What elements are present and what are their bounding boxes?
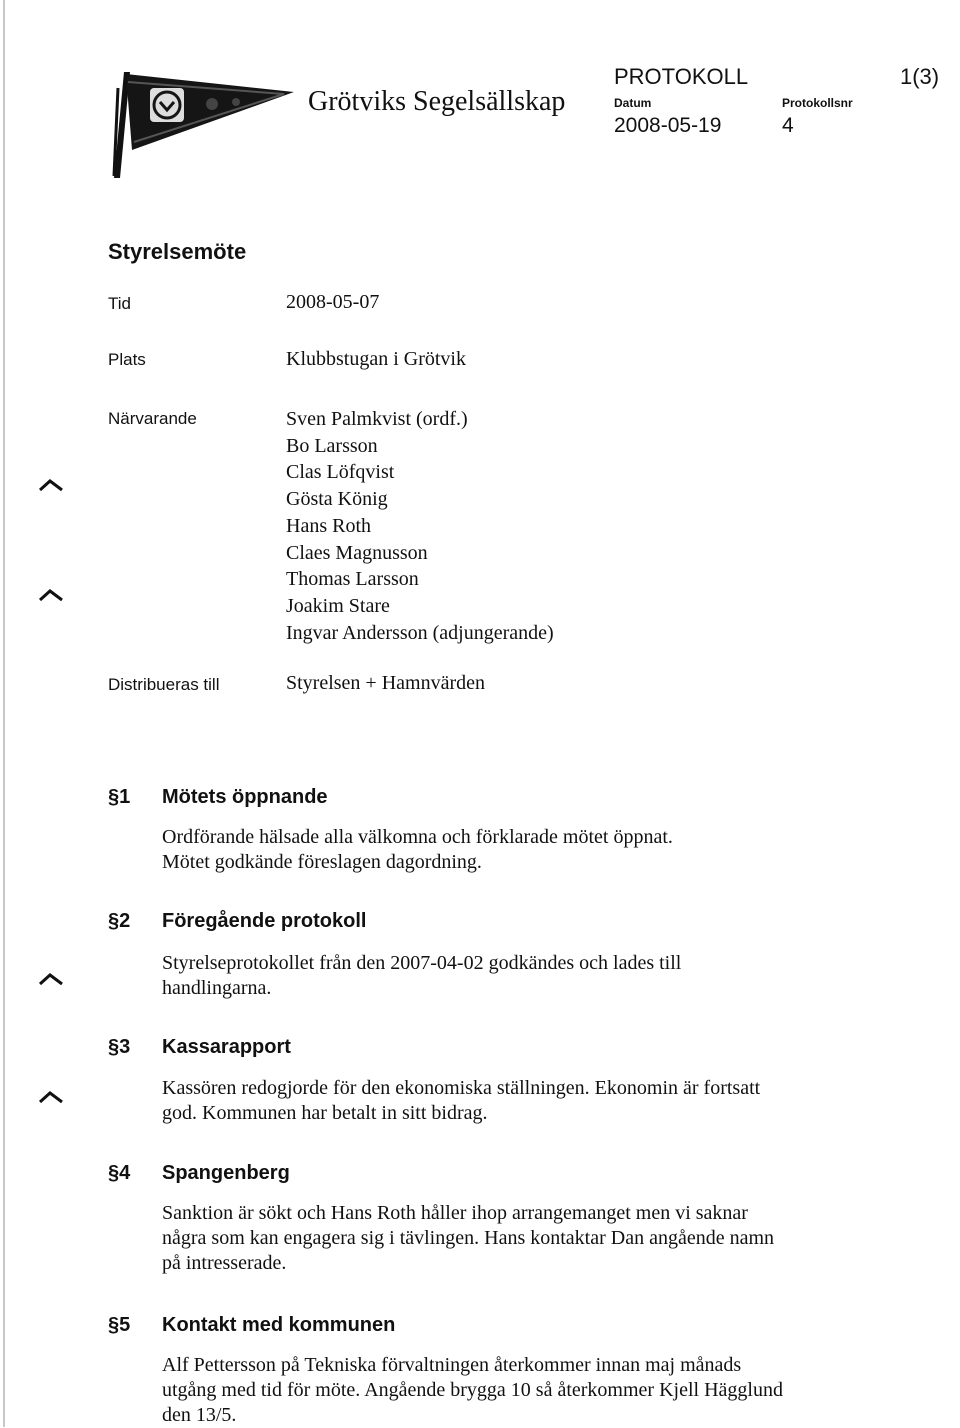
distribution-list: Styrelsen + Hamnvärden bbox=[286, 672, 486, 694]
section-line: den 13/5. bbox=[162, 1404, 237, 1426]
section-line: utgång med tid för möte. Angående brygga 10 så återkommer Kjell Hägglund bbox=[162, 1379, 783, 1401]
document-type: PROTOKOLL bbox=[614, 64, 749, 89]
caret-mark-icon bbox=[38, 588, 64, 602]
club-name: Grötviks Segelsällskap bbox=[308, 86, 566, 117]
page-number: 1(3) bbox=[900, 64, 940, 89]
section-line: handlingarna. bbox=[162, 977, 272, 999]
section-title: Föregående protokoll bbox=[162, 910, 367, 932]
protocol-number-label: Protokollsnr bbox=[782, 96, 853, 110]
section-line: Alf Pettersson på Tekniska förvaltningen återkommer innan maj månads bbox=[162, 1354, 742, 1376]
document-date: 2008-05-19 bbox=[614, 114, 722, 137]
attendee-list bbox=[286, 406, 554, 646]
section-body bbox=[162, 1201, 882, 1276]
section-title: Spangenberg bbox=[162, 1162, 290, 1184]
section-number: §4 bbox=[108, 1162, 131, 1184]
section-line: Sanktion är sökt och Hans Roth håller ihop arrangemanget men vi saknar bbox=[162, 1202, 748, 1224]
distribution-label: Distribueras till bbox=[108, 675, 220, 694]
section-number: §5 bbox=[108, 1314, 131, 1336]
attendee: Ingvar Andersson (adjungerande) bbox=[286, 621, 554, 644]
present-label: Närvarande bbox=[108, 409, 197, 428]
section-title: Kontakt med kommunen bbox=[162, 1314, 396, 1336]
section-line: Ordförande hälsade alla välkomna och förklarade mötet öppnat. bbox=[162, 826, 673, 848]
section-line: Kassören redogjorde för den ekonomiska ställningen. Ekonomin är fortsatt bbox=[162, 1077, 761, 1099]
club-pennant-logo bbox=[108, 58, 298, 180]
time-label: Tid bbox=[108, 294, 131, 313]
pennant-flag-icon bbox=[108, 58, 298, 180]
section-line: Mötet godkände föreslagen dagordning. bbox=[162, 851, 482, 873]
section-number: §2 bbox=[108, 910, 131, 932]
document-title: Styrelsemöte bbox=[108, 239, 247, 264]
attendee: Thomas Larsson bbox=[286, 568, 419, 591]
section-body bbox=[162, 951, 882, 1001]
caret-mark-icon bbox=[38, 478, 64, 492]
section-line: god. Kommunen har betalt in sitt bidrag. bbox=[162, 1102, 488, 1124]
section-line: några som kan engagera sig i tävlingen. Hans kontaktar Dan angående namn bbox=[162, 1227, 775, 1249]
attendee: Sven Palmkvist (ordf.) bbox=[286, 408, 468, 430]
attendee: Claes Magnusson bbox=[286, 541, 428, 564]
meeting-place: Klubbstugan i Grötvik bbox=[286, 348, 466, 370]
attendee: Clas Löfqvist bbox=[286, 461, 395, 484]
section-body bbox=[162, 825, 882, 875]
section-number: §3 bbox=[108, 1036, 131, 1058]
protocol-number: 4 bbox=[782, 114, 794, 137]
attendee: Hans Roth bbox=[286, 514, 371, 537]
section-line: på intresserade. bbox=[162, 1252, 287, 1274]
section-title: Kassarapport bbox=[162, 1036, 291, 1058]
section-line: Styrelseprotokollet från den 2007-04-02 godkändes och lades till bbox=[162, 952, 682, 974]
section-body bbox=[162, 1353, 882, 1428]
scan-margin-line bbox=[3, 0, 5, 1427]
caret-mark-icon bbox=[38, 972, 64, 986]
date-label: Datum bbox=[614, 96, 652, 110]
attendee: Bo Larsson bbox=[286, 434, 378, 457]
caret-mark-icon bbox=[38, 1090, 64, 1104]
meeting-date: 2008-05-07 bbox=[286, 291, 380, 313]
section-body bbox=[162, 1076, 882, 1126]
place-label: Plats bbox=[108, 350, 146, 369]
section-title: Mötets öppnande bbox=[162, 786, 328, 808]
attendee: Gösta König bbox=[286, 488, 388, 511]
attendee: Joakim Stare bbox=[286, 594, 390, 617]
section-number: §1 bbox=[108, 786, 131, 808]
